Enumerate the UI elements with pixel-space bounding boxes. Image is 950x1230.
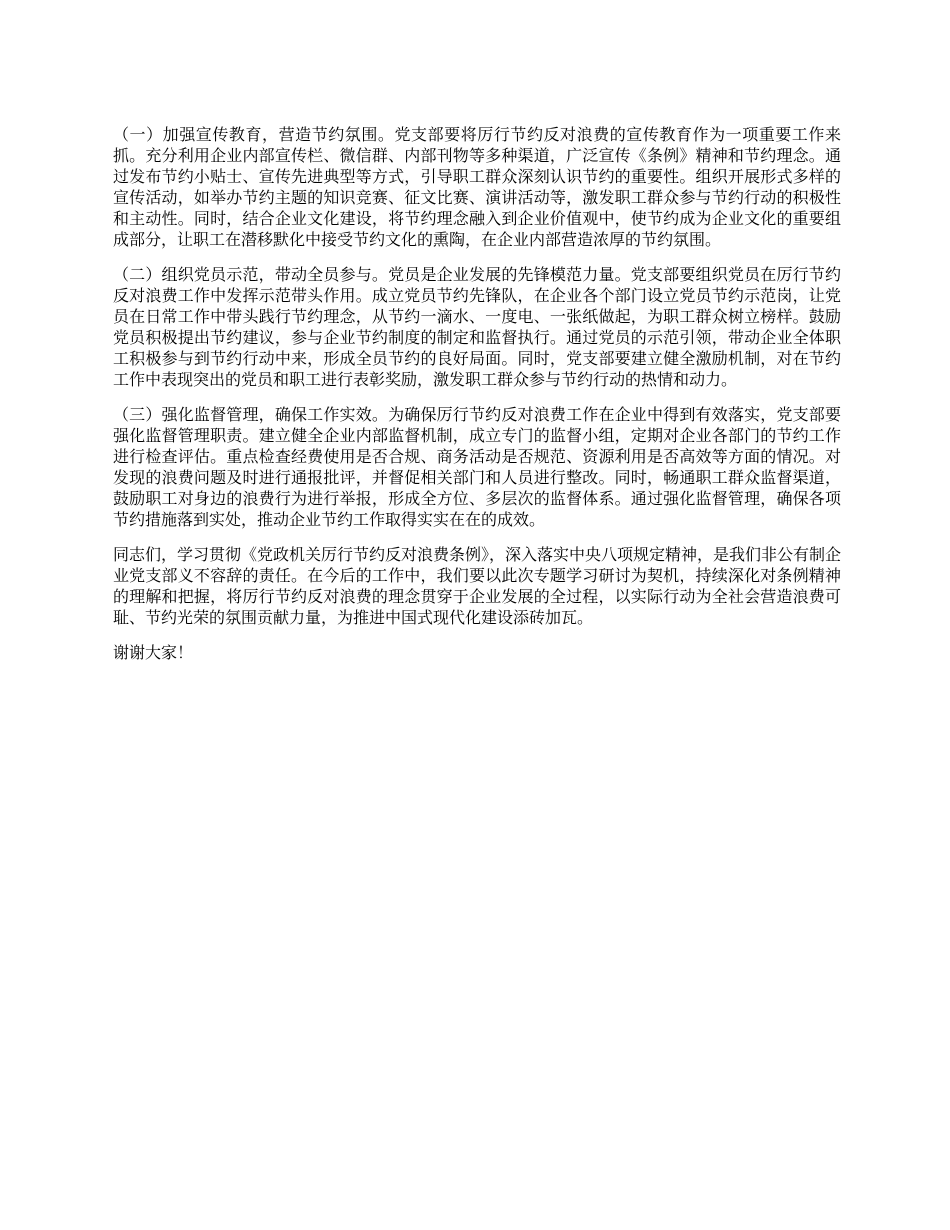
paragraph-closing-remarks: 同志们，学习贯彻《党政机关厉行节约反对浪费条例》，深入落实中央八项规定精神，是我们非公有制企业党支部义不容辞的责任。在今后的工作中，我们要以此次专题学习研讨为契机，持续深化对条例精神的理解和把握，将厉行节约反对浪费的理念贯穿于企业发展的全过程，以实际行动为全社会营造浪费可耻、节约光荣的氛围贡献力量，为推进中国式现代化建设添砖加瓦。 bbox=[113, 545, 842, 627]
paragraph-supervision-management: （三）强化监督管理，确保工作实效。为确保厉行节约反对浪费工作在企业中得到有效落实，党支部要强化监督管理职责。建立健全企业内部监督机制，成立专门的监督小组，定期对企业各部门的节约工作进行检查评估。重点检查经费使用是否合规、商务活动是否规范、资源利用是否高效等方面的情况。对发现的浪费问题及时进行通报批评，并督促相关部门和人员进行整改。同时，畅通职工群众监督渠道，鼓励职工对身边的浪费行为进行举报，形成全方位、多层次的监督体系。通过强化监督管理，确保各项节约措施落到实处，推动企业节约工作取得实实在在的成效。 bbox=[113, 405, 841, 529]
paragraph-thanks: 谢谢大家！ bbox=[113, 643, 194, 662]
document-body bbox=[113, 124, 841, 677]
paragraph-party-member-demonstration: （二）组织党员示范，带动全员参与。党员是企业发展的先锋模范力量。党支部要组织党员在厉行节约反对浪费工作中发挥示范带头作用。成立党员节约先锋队，在企业各个部门设立党员节约示范岗，让党员在日常工作中带头践行节约理念，从节约一滴水、一度电、一张纸做起，为职工群众树立榜样。鼓励党员积极提出节约建议，参与企业节约制度的制定和监督执行。通过党员的示范引领，带动企业全体职工积极参与到节约行动中来，形成全员节约的良好局面。同时，党支部要建立健全激励机制，对在节约工作中表现突出的党员和职工进行表彰奖励，激发职工群众参与节约行动的热情和动力。 bbox=[113, 265, 841, 389]
paragraph-publicity-education: （一）加强宣传教育，营造节约氛围。党支部要将厉行节约反对浪费的宣传教育作为一项重要工作来抓。充分利用企业内部宣传栏、微信群、内部刊物等多种渠道，广泛宣传《条例》精神和节约理念。通过发布节约小贴士、宣传先进典型等方式，引导职工群众深刻认识节约的重要性。组织开展形式多样的宣传活动，如举办节约主题的知识竞赛、征文比赛、演讲活动等，激发职工群众参与节约行动的积极性和主动性。同时，结合企业文化建设，将节约理念融入到企业价值观中，使节约成为企业文化的重要组成部分，让职工在潜移默化中接受节约文化的熏陶，在企业内部营造浓厚的节约氛围。 bbox=[113, 125, 841, 249]
